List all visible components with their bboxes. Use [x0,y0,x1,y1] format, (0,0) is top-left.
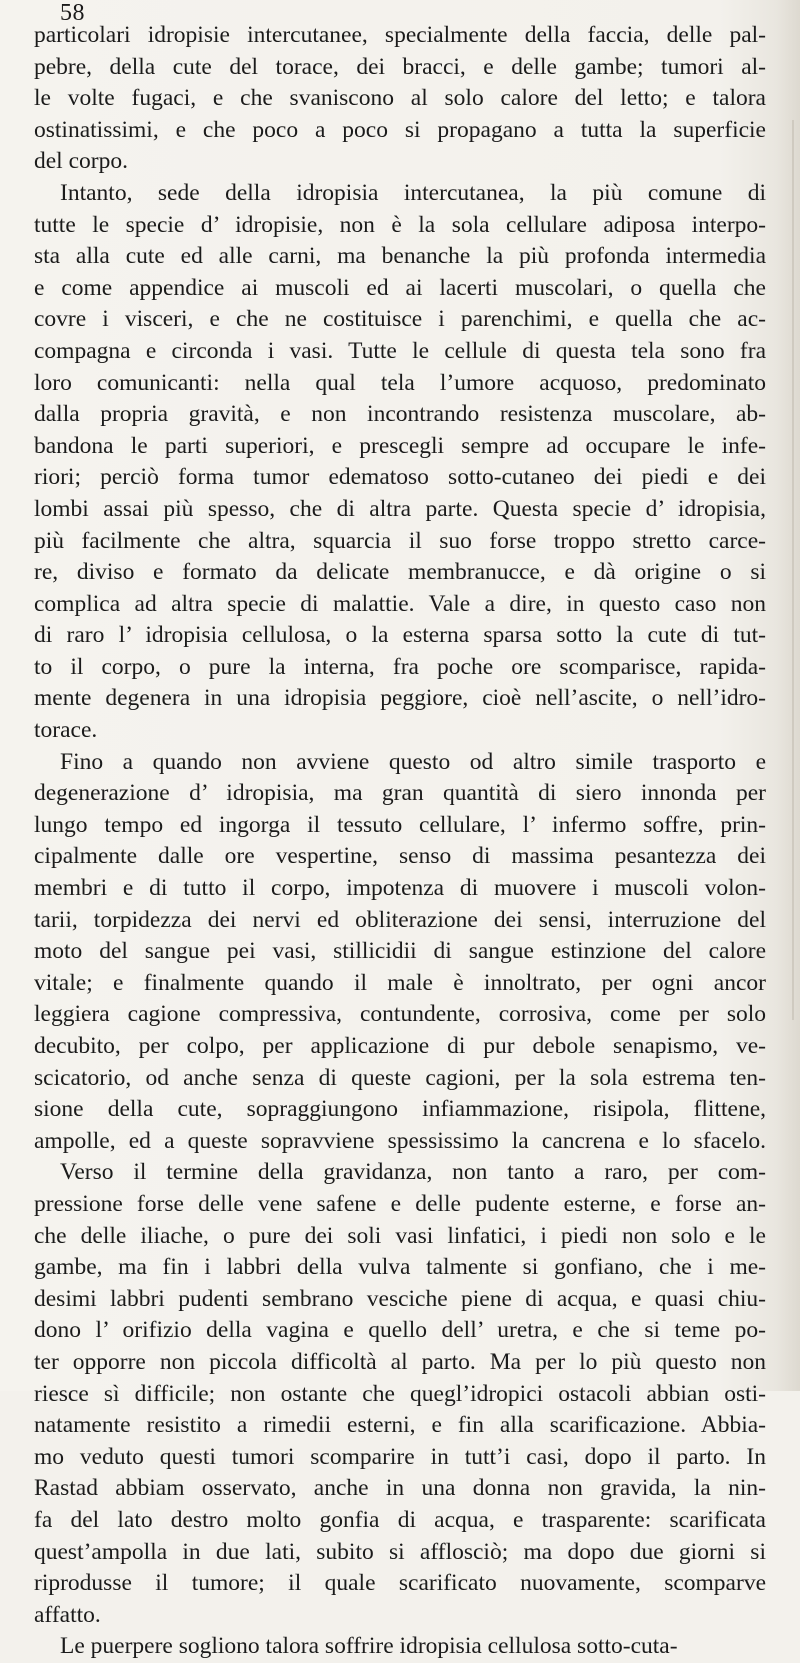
text-line: particolari idropisie intercutanee, specialmente della faccia, delle pal- [34,22,766,48]
text-line: covre i visceri, e che ne costituisce i parenchimi, e quella che ac- [34,306,766,333]
text-line: torace. [34,717,98,744]
text-line: dalla propria gravità, e non incontrando resistenza muscolare, ab- [34,401,766,428]
text-line: natamente resistito a rimedii esterni, e fin alla scarificazione. Abbia- [34,1412,766,1439]
text-line: e come appendice ai muscoli ed ai lacerti muscolari, o quella che [34,274,766,301]
text-line: più facilmente che altra, squarcia il suo forse troppo stretto carce- [34,527,766,554]
text-line: Verso il termine della gravidanza, non tanto a raro, per com- [60,1159,766,1186]
text-line: lombi assai più spesso, che di altra parte. Questa specie d’ idropisia, [34,495,766,522]
text-line: pebre, della cute del torace, dei bracci, e delle gambe; tumori al- [34,53,766,80]
text-line: Le puerpere sogliono talora soffrire idropisia cellulosa sotto-cuta- [60,1633,678,1660]
text-line: tarii, torpidezza dei nervi ed obliterazione dei sensi, interruzione del [34,906,766,933]
text-line: riprodusse il tumore; il quale scarificato nuovamente, scomparve [34,1570,766,1597]
text-line: affatto. [34,1601,101,1628]
text-line: gambe, ma fin i labbri della vulva talmente si gonfiano, che i me- [34,1254,766,1281]
text-line: scicatorio, od anche senza di queste cagioni, per la sola estrema ten- [34,1064,766,1091]
text-line: mente degenera in una idropisia peggiore, cioè nell’ascite, o nell’idro- [34,685,766,712]
text-line: riesce sì difficile; non ostante che quegl’idropici ostacoli abbian osti- [34,1380,766,1407]
text-line: desimi labbri pudenti sembrano vesciche piene di acqua, e quasi chiu- [34,1285,766,1312]
text-line: quest’ampolla in due lati, subito si afflosciò; ma dopo due giorni si [34,1538,766,1565]
text-line: le volte fugaci, e che svaniscono al solo calore del letto; e talora [34,85,766,112]
text-line: re, diviso e formato da delicate membranucce, e dà origine o si [34,559,766,586]
text-line: di raro l’ idropisia cellulosa, o la esterna sparsa sotto la cute di tut- [34,622,766,649]
text-line: Fino a quando non avviene questo od altro simile trasporto e [60,748,766,775]
text-line: ampolle, ed a queste sopravviene spessissimo la cancrena e lo sfacelo. [34,1127,766,1154]
text-line: sta alla cute ed alle carni, ma benanche la più profonda intermedia [34,243,766,270]
text-line: Intanto, sede della idropisia intercutanea, la più comune di [60,179,766,206]
text-line: decubito, per colpo, per applicazione di pur debole senapismo, ve- [34,1033,766,1059]
text-line: complica ad altra specie di malattie. Vale a dire, in questo caso non [34,590,766,617]
page-edge-shadow [792,120,794,1020]
text-line: leggiera cagione compressiva, contundente, corrosiva, come per solo [34,1001,766,1028]
text-line: ter opporre non piccola difficoltà al parto. Ma per lo più questo non [34,1348,766,1375]
text-line: pressione forse delle vene safene e delle pudente esterne, e forse an- [34,1190,766,1217]
text-line: membri e di tutto il corpo, impotenza di muovere i muscoli volon- [34,875,766,902]
text-line: to il corpo, o pure la interna, fra poche ore scomparisce, rapida- [34,653,766,680]
text-line: loro comunicanti: nella qual tela l’umore acquoso, predominato [34,369,766,396]
text-line: fa del lato destro molto gonfia di acqua, e trasparente: scarificata [34,1506,766,1533]
body-text [34,20,766,1663]
text-line: tutte le specie d’ idropisie, non è la sola cellulare adiposa interpo- [34,211,766,238]
text-line: riori; perciò forma tumor edematoso sotto-cutaneo dei piedi e dei [34,464,766,491]
text-line: degenerazione d’ idropisia, ma gran quantità di siero innonda per [34,780,766,807]
text-line: lungo tempo ed ingorga il tessuto cellulare, l’ infermo soffre, prin- [34,811,766,838]
text-line: Rastad abbiam osservato, anche in una donna non gravida, la nin- [34,1475,766,1502]
text-line: del corpo. [34,148,128,175]
text-line: sione della cute, sopraggiungono infiammazione, risipola, flittene, [34,1096,766,1123]
text-line: vitale; e finalmente quando il male è innoltrato, per ogni ancor [34,969,766,996]
page-number: 58 [60,0,85,26]
text-line: dono l’ orifizio della vagina e quello dell’ uretra, e che si teme po- [34,1317,766,1344]
text-line: che delle iliache, o pure dei soli vasi linfatici, i piedi non solo e le [34,1222,766,1249]
text-line: compagna e circonda i vasi. Tutte le cellule di questa tela sono fra [34,337,766,364]
text-line: ostinatissimi, e che poco a poco si propagano a tutta la superficie [34,116,766,143]
text-line: mo veduto questi tumori scomparire in tutt’i casi, dopo il parto. In [34,1443,766,1470]
text-line: bandona le parti superiori, e prescegli sempre ad occupare le infe- [34,432,766,459]
text-line: moto del sangue pei vasi, stillicidii di sangue estinzione del calore [34,938,766,965]
text-line: cipalmente dalle ore vespertine, senso di massima pesantezza dei [34,843,766,870]
